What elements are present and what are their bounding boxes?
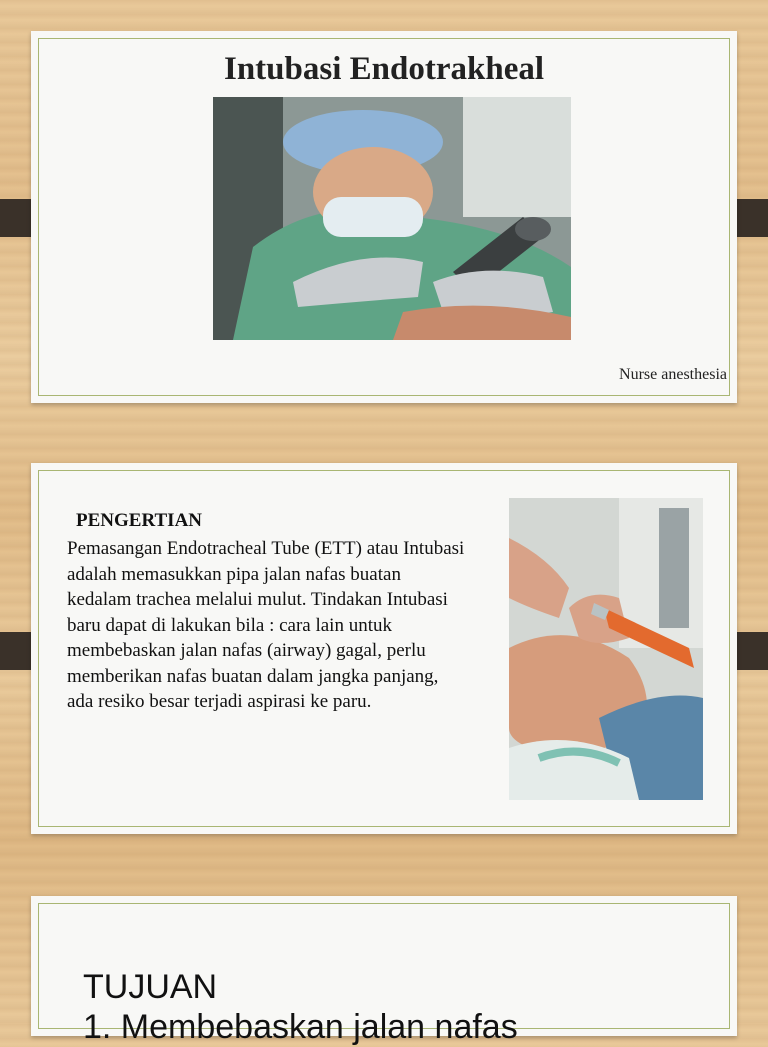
section-body: Pemasangan Endotracheal Tube (ETT) atau Intubasi adalah memasukkan pipa jalan nafas buatan kedalam trachea melalui mulut. Tindakan Intubasi baru dapat di lakukan bila : cara lain untuk membebaskan jalan nafas (airway) gagal, perlu memberikan nafas buatan dalam jangka panjang, ada resiko besar terjadi aspirasi ke paru.	[67, 538, 465, 712]
slide-title: Intubasi Endotrakheal	[223, 51, 545, 87]
intubation-photo	[213, 97, 571, 340]
laryngoscope-photo	[509, 498, 703, 800]
section-heading: PENGERTIAN	[76, 510, 203, 531]
slide-1	[31, 31, 737, 403]
slide-3	[31, 896, 737, 1046]
list-item: 1. Membebaskan jalan nafas	[83, 1008, 518, 1046]
slide-caption: Nurse anesthesia	[619, 366, 727, 383]
section-heading: TUJUAN	[83, 968, 218, 1006]
slide-2	[31, 463, 737, 834]
